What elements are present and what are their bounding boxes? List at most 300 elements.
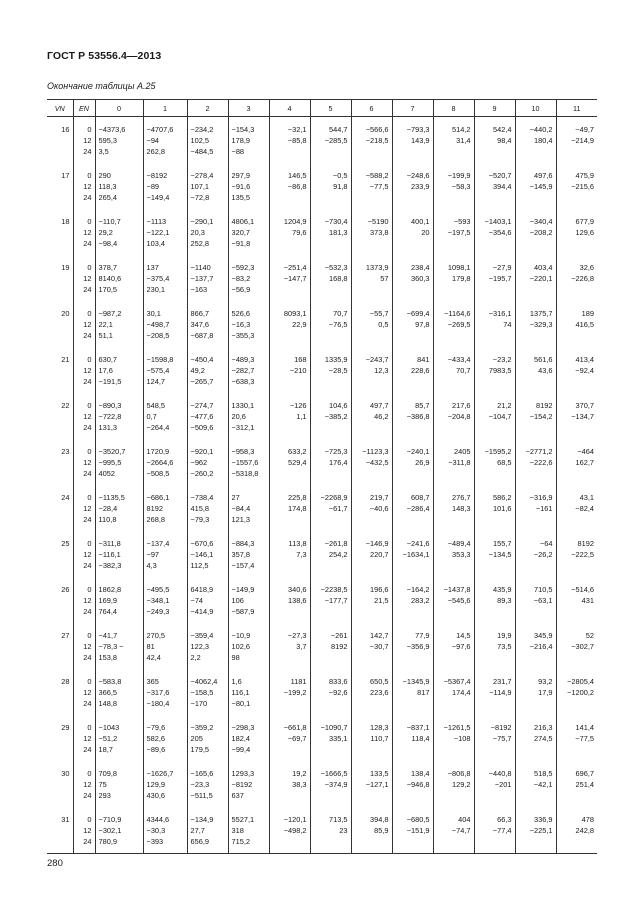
table-cell: 586,2: [474, 485, 515, 503]
vn-cell: [47, 595, 73, 606]
table-cell: −199,2: [269, 687, 310, 698]
table-cell: [474, 238, 515, 255]
table-cell: 3,7: [269, 641, 310, 652]
en-cell: 12: [73, 365, 95, 376]
table-cell: −464: [556, 439, 597, 457]
table-cell: −316,9: [515, 485, 556, 503]
table-cell: −1123,3: [351, 439, 392, 457]
table-cell: −234,2: [187, 117, 228, 136]
table-cell: 283,2: [392, 595, 433, 606]
table-cell: −730,4: [310, 209, 351, 227]
table-cell: 1720,9: [143, 439, 187, 457]
table-cell: −158,5: [187, 687, 228, 698]
table-cell: [474, 560, 515, 577]
table-cell: 582,6: [143, 733, 187, 744]
en-cell: 24: [73, 238, 95, 255]
table-cell: 1330,1: [228, 393, 269, 411]
table-cell: −1634,1: [392, 549, 433, 560]
vn-cell: [47, 698, 73, 715]
table-cell: 118,4: [392, 733, 433, 744]
table-cell: −40,6: [351, 503, 392, 514]
table-cell: −92,4: [556, 365, 597, 376]
table-cell: −298,3: [228, 715, 269, 733]
table-cell: [269, 192, 310, 209]
table-cell: −134,9: [187, 807, 228, 825]
table-cell: −42,1: [515, 779, 556, 790]
table-cell: −484,5: [187, 146, 228, 163]
table-cell: −51,2: [95, 733, 143, 744]
table-row: [47, 577, 597, 595]
table-cell: −127,1: [351, 779, 392, 790]
table-cell: −738,4: [187, 485, 228, 503]
en-cell: 12: [73, 687, 95, 698]
table-cell: [351, 146, 392, 163]
en-cell: 24: [73, 284, 95, 301]
column-header: 4: [269, 100, 310, 117]
table-cell: 8192: [310, 641, 351, 652]
table-cell: −88: [228, 146, 269, 163]
table-cell: −699,4: [392, 301, 433, 319]
vn-cell: [47, 181, 73, 192]
table-row: [47, 422, 597, 439]
table-row: [47, 641, 597, 652]
table-cell: −147,7: [269, 273, 310, 284]
table-cell: −1164,6: [433, 301, 474, 319]
vn-cell: [47, 779, 73, 790]
table-row: [47, 807, 597, 825]
table-cell: [392, 744, 433, 761]
table-cell: 146,5: [269, 163, 310, 181]
table-cell: [433, 560, 474, 577]
table-cell: −1043: [95, 715, 143, 733]
table-cell: −99,4: [228, 744, 269, 761]
table-cell: −149,4: [143, 192, 187, 209]
table-cell: −10,9: [228, 623, 269, 641]
table-cell: −987,2: [95, 301, 143, 319]
table-cell: [433, 790, 474, 807]
table-cell: 497,6: [515, 163, 556, 181]
table-cell: [351, 422, 392, 439]
table-cell: −359,2: [187, 715, 228, 733]
table-cell: [310, 606, 351, 623]
table-cell: 104,6: [310, 393, 351, 411]
document-title: ГОСТ Р 53556.4—2013: [47, 50, 162, 62]
table-cell: [310, 192, 351, 209]
table-cell: [392, 422, 433, 439]
table-cell: [392, 238, 433, 255]
table-cell: [351, 192, 392, 209]
vn-cell: [47, 330, 73, 347]
table-cell: 122,3: [187, 641, 228, 652]
en-cell: 24: [73, 330, 95, 347]
vn-cell: [47, 560, 73, 577]
table-cell: −514,6: [556, 577, 597, 595]
vn-cell: [47, 319, 73, 330]
table-cell: −16,3: [228, 319, 269, 330]
table-cell: 148,3: [433, 503, 474, 514]
table-cell: [310, 376, 351, 393]
table-cell: [515, 744, 556, 761]
table-cell: −104,7: [474, 411, 515, 422]
table-cell: [515, 146, 556, 163]
table-cell: [351, 698, 392, 715]
en-cell: 12: [73, 227, 95, 238]
table-cell: 155,7: [474, 531, 515, 549]
table-cell: 713,5: [310, 807, 351, 825]
table-cell: −1200,2: [556, 687, 597, 698]
table-cell: 1335,9: [310, 347, 351, 365]
table-row: [47, 503, 597, 514]
table-cell: [269, 330, 310, 347]
table-cell: −2238,5: [310, 577, 351, 595]
table-caption: Окончание таблицы А.25: [47, 81, 156, 91]
table-cell: 32,6: [556, 255, 597, 273]
table-cell: −793,3: [392, 117, 433, 136]
en-cell: 12: [73, 457, 95, 468]
table-cell: −385,2: [310, 411, 351, 422]
vn-cell: 23: [61, 447, 70, 456]
en-cell: 12: [73, 779, 95, 790]
table-cell: 75: [95, 779, 143, 790]
table-row: [47, 376, 597, 393]
table-cell: −214,9: [556, 135, 597, 146]
column-header: 3: [228, 100, 269, 117]
table-cell: [351, 836, 392, 854]
table-cell: [433, 422, 474, 439]
table-cell: −76,5: [310, 319, 351, 330]
table-cell: [474, 468, 515, 485]
table-cell: −243,7: [351, 347, 392, 365]
table-row: [47, 135, 597, 146]
table-cell: [269, 836, 310, 854]
table-cell: 353,3: [433, 549, 474, 560]
vn-cell: [47, 825, 73, 836]
table-cell: −0,5: [310, 163, 351, 181]
table-cell: 38,3: [269, 779, 310, 790]
table-cell: 81: [143, 641, 187, 652]
table-cell: [269, 652, 310, 669]
table-cell: −806,8: [433, 761, 474, 779]
table-cell: 220,7: [351, 549, 392, 560]
table-cell: −91,6: [228, 181, 269, 192]
table-row: [47, 779, 597, 790]
table-cell: −191,5: [95, 376, 143, 393]
table-cell: [433, 238, 474, 255]
table-cell: −2771,2: [515, 439, 556, 457]
table-cell: 113,8: [269, 531, 310, 549]
table-cell: 66,3: [474, 807, 515, 825]
en-cell: 24: [73, 652, 95, 669]
table-cell: [392, 606, 433, 623]
table-header: [47, 100, 597, 117]
vn-cell: [47, 422, 73, 439]
table-cell: −1113: [143, 209, 187, 227]
table-cell: 106: [228, 595, 269, 606]
table-cell: [474, 652, 515, 669]
table-cell: 1375,7: [515, 301, 556, 319]
table-cell: [556, 238, 597, 255]
table-cell: 8192: [143, 503, 187, 514]
table-cell: 22,1: [95, 319, 143, 330]
table-cell: −588,2: [351, 163, 392, 181]
en-cell: 12: [73, 319, 95, 330]
table-row: [47, 687, 597, 698]
table-cell: 179,8: [433, 273, 474, 284]
vn-cell: 17: [61, 171, 70, 180]
table-cell: 833,6: [310, 669, 351, 687]
table-cell: −170: [187, 698, 228, 715]
table-cell: 98,4: [474, 135, 515, 146]
table-cell: 1373,9: [351, 255, 392, 273]
table-cell: 347,6: [187, 319, 228, 330]
column-header: 8: [433, 100, 474, 117]
table-cell: 110,8: [95, 514, 143, 531]
table-cell: −670,6: [187, 531, 228, 549]
en-cell: 24: [73, 146, 95, 163]
table-cell: 20,6: [228, 411, 269, 422]
table-cell: −414,9: [187, 606, 228, 623]
table-cell: −226,8: [556, 273, 597, 284]
table-cell: 17,9: [515, 687, 556, 698]
table-cell: [392, 652, 433, 669]
table-cell: [433, 652, 474, 669]
table-cell: −1261,5: [433, 715, 474, 733]
table-row: [47, 457, 597, 468]
table-cell: [392, 146, 433, 163]
table-cell: 360,3: [392, 273, 433, 284]
table-cell: 219,7: [351, 485, 392, 503]
en-cell: 0: [73, 255, 95, 273]
vn-cell: [47, 687, 73, 698]
table-cell: −218,5: [351, 135, 392, 146]
table-cell: −116,1: [95, 549, 143, 560]
table-cell: −386,8: [392, 411, 433, 422]
table-cell: −208,2: [515, 227, 556, 238]
table-row: [47, 669, 597, 687]
table-cell: [556, 836, 597, 854]
en-cell: 24: [73, 698, 95, 715]
table-cell: −432,5: [351, 457, 392, 468]
table-row: [47, 301, 597, 319]
table-cell: 77,9: [392, 623, 433, 641]
table-cell: 2,2: [187, 652, 228, 669]
en-cell: 0: [73, 347, 95, 365]
table-cell: −354,6: [474, 227, 515, 238]
table-cell: [433, 146, 474, 163]
en-cell: 12: [73, 503, 95, 514]
en-cell: 0: [73, 209, 95, 227]
table-cell: 478: [556, 807, 597, 825]
table-cell: 497,7: [351, 393, 392, 411]
table-cell: −201: [474, 779, 515, 790]
table-row: [47, 117, 597, 136]
en-cell: 0: [73, 807, 95, 825]
table-cell: [556, 422, 597, 439]
table-cell: 128,3: [351, 715, 392, 733]
table-cell: 518,5: [515, 761, 556, 779]
table-row: [47, 790, 597, 807]
table-cell: −197,5: [433, 227, 474, 238]
table-cell: 168,8: [310, 273, 351, 284]
vn-cell: 19: [61, 263, 70, 272]
vn-cell: 31: [61, 815, 70, 824]
table-cell: 431: [556, 595, 597, 606]
table-row: [47, 514, 597, 531]
table-cell: [392, 284, 433, 301]
table-cell: 8093,1: [269, 301, 310, 319]
table-cell: −28,4: [95, 503, 143, 514]
vn-cell: [47, 503, 73, 514]
table-cell: −26,2: [515, 549, 556, 560]
table-cell: [474, 698, 515, 715]
table-cell: 715,2: [228, 836, 269, 854]
table-cell: −204,8: [433, 411, 474, 422]
table-cell: 4806,1: [228, 209, 269, 227]
en-cell: 0: [73, 669, 95, 687]
vn-cell: [47, 652, 73, 669]
table-cell: −545,6: [433, 595, 474, 606]
table-cell: [474, 422, 515, 439]
vn-cell: 30: [61, 769, 70, 778]
table-cell: 112,5: [187, 560, 228, 577]
table-row: [47, 549, 597, 560]
table-cell: −583,8: [95, 669, 143, 687]
table-cell: −154,3: [228, 117, 269, 136]
table-cell: −2805,4: [556, 669, 597, 687]
table-cell: [433, 514, 474, 531]
table-cell: [310, 514, 351, 531]
table-cell: −8192: [474, 715, 515, 733]
table-cell: [310, 744, 351, 761]
table-cell: −316,1: [474, 301, 515, 319]
table-cell: 2405: [433, 439, 474, 457]
column-header: 6: [351, 100, 392, 117]
en-cell: 12: [73, 825, 95, 836]
table-cell: −89,6: [143, 744, 187, 761]
vn-cell: [47, 273, 73, 284]
table-cell: −495,5: [143, 577, 187, 595]
table-cell: [310, 284, 351, 301]
table-cell: −79,6: [143, 715, 187, 733]
table-cell: [310, 652, 351, 669]
table-cell: 8192: [515, 393, 556, 411]
en-cell: 12: [73, 733, 95, 744]
table-cell: 102,5: [187, 135, 228, 146]
en-cell: 0: [73, 163, 95, 181]
table-cell: 394,8: [351, 807, 392, 825]
table-cell: −890,3: [95, 393, 143, 411]
table-cell: [556, 790, 597, 807]
table-cell: 30,1: [143, 301, 187, 319]
table-cell: 1,1: [269, 411, 310, 422]
table-row: [47, 531, 597, 549]
table-cell: 51,1: [95, 330, 143, 347]
table-cell: [351, 330, 392, 347]
table-cell: [310, 146, 351, 163]
table-cell: −520,7: [474, 163, 515, 181]
table-row: [47, 146, 597, 163]
vn-cell: [47, 836, 73, 854]
table-cell: −64: [515, 531, 556, 549]
en-cell: 12: [73, 411, 95, 422]
table-cell: 148,8: [95, 698, 143, 715]
vn-cell: 16: [61, 125, 70, 134]
table-cell: 526,6: [228, 301, 269, 319]
table-cell: 93,2: [515, 669, 556, 687]
en-cell: 0: [73, 715, 95, 733]
table-cell: [310, 238, 351, 255]
table-cell: −508,5: [143, 468, 187, 485]
en-cell: 24: [73, 790, 95, 807]
table-cell: 608,7: [392, 485, 433, 503]
table-cell: [556, 192, 597, 209]
table-cell: 1098,1: [433, 255, 474, 273]
table-cell: 138,6: [269, 595, 310, 606]
table-cell: [433, 836, 474, 854]
table-cell: 142,7: [351, 623, 392, 641]
table-cell: 70,7: [310, 301, 351, 319]
table-cell: −89: [143, 181, 187, 192]
table-cell: −195,7: [474, 273, 515, 284]
table-cell: −1557,6: [228, 457, 269, 468]
table-cell: 650,5: [351, 669, 392, 687]
table-cell: −137,7: [187, 273, 228, 284]
table-cell: [474, 146, 515, 163]
table-cell: −83,2: [228, 273, 269, 284]
table-cell: 20: [392, 227, 433, 238]
table-cell: 233,9: [392, 181, 433, 192]
table-cell: [269, 146, 310, 163]
table-cell: −920,1: [187, 439, 228, 457]
table-cell: 415,8: [187, 503, 228, 514]
table-cell: 103,4: [143, 238, 187, 255]
table-cell: 413,4: [556, 347, 597, 365]
table-cell: [433, 744, 474, 761]
table-cell: −75,7: [474, 733, 515, 744]
table-cell: 637: [228, 790, 269, 807]
table-cell: −58,3: [433, 181, 474, 192]
table-cell: 630,7: [95, 347, 143, 365]
table-cell: −126: [269, 393, 310, 411]
table-cell: −355,3: [228, 330, 269, 347]
table-cell: 42,4: [143, 652, 187, 669]
table-cell: 274,5: [515, 733, 556, 744]
table-cell: 340,6: [269, 577, 310, 595]
table-cell: −122,1: [143, 227, 187, 238]
table-cell: −55,7: [351, 301, 392, 319]
table-cell: −180,4: [143, 698, 187, 715]
table-cell: 595,3: [95, 135, 143, 146]
table-cell: −97: [143, 549, 187, 560]
table-cell: 276,7: [433, 485, 474, 503]
table-cell: −311,8: [433, 457, 474, 468]
table-cell: 1181: [269, 669, 310, 687]
table-cell: −946,8: [392, 779, 433, 790]
table-row: [47, 715, 597, 733]
table-cell: 182,4: [228, 733, 269, 744]
table-cell: −995,5: [95, 457, 143, 468]
table-cell: 43,6: [515, 365, 556, 376]
table-cell: −69,7: [269, 733, 310, 744]
table-cell: −4062,4: [187, 669, 228, 687]
table-cell: −249,3: [143, 606, 187, 623]
table-cell: −92,6: [310, 687, 351, 698]
table-cell: −23,3: [187, 779, 228, 790]
table-cell: [556, 330, 597, 347]
en-cell: 24: [73, 836, 95, 854]
en-cell: 0: [73, 531, 95, 549]
vn-cell: [47, 457, 73, 468]
